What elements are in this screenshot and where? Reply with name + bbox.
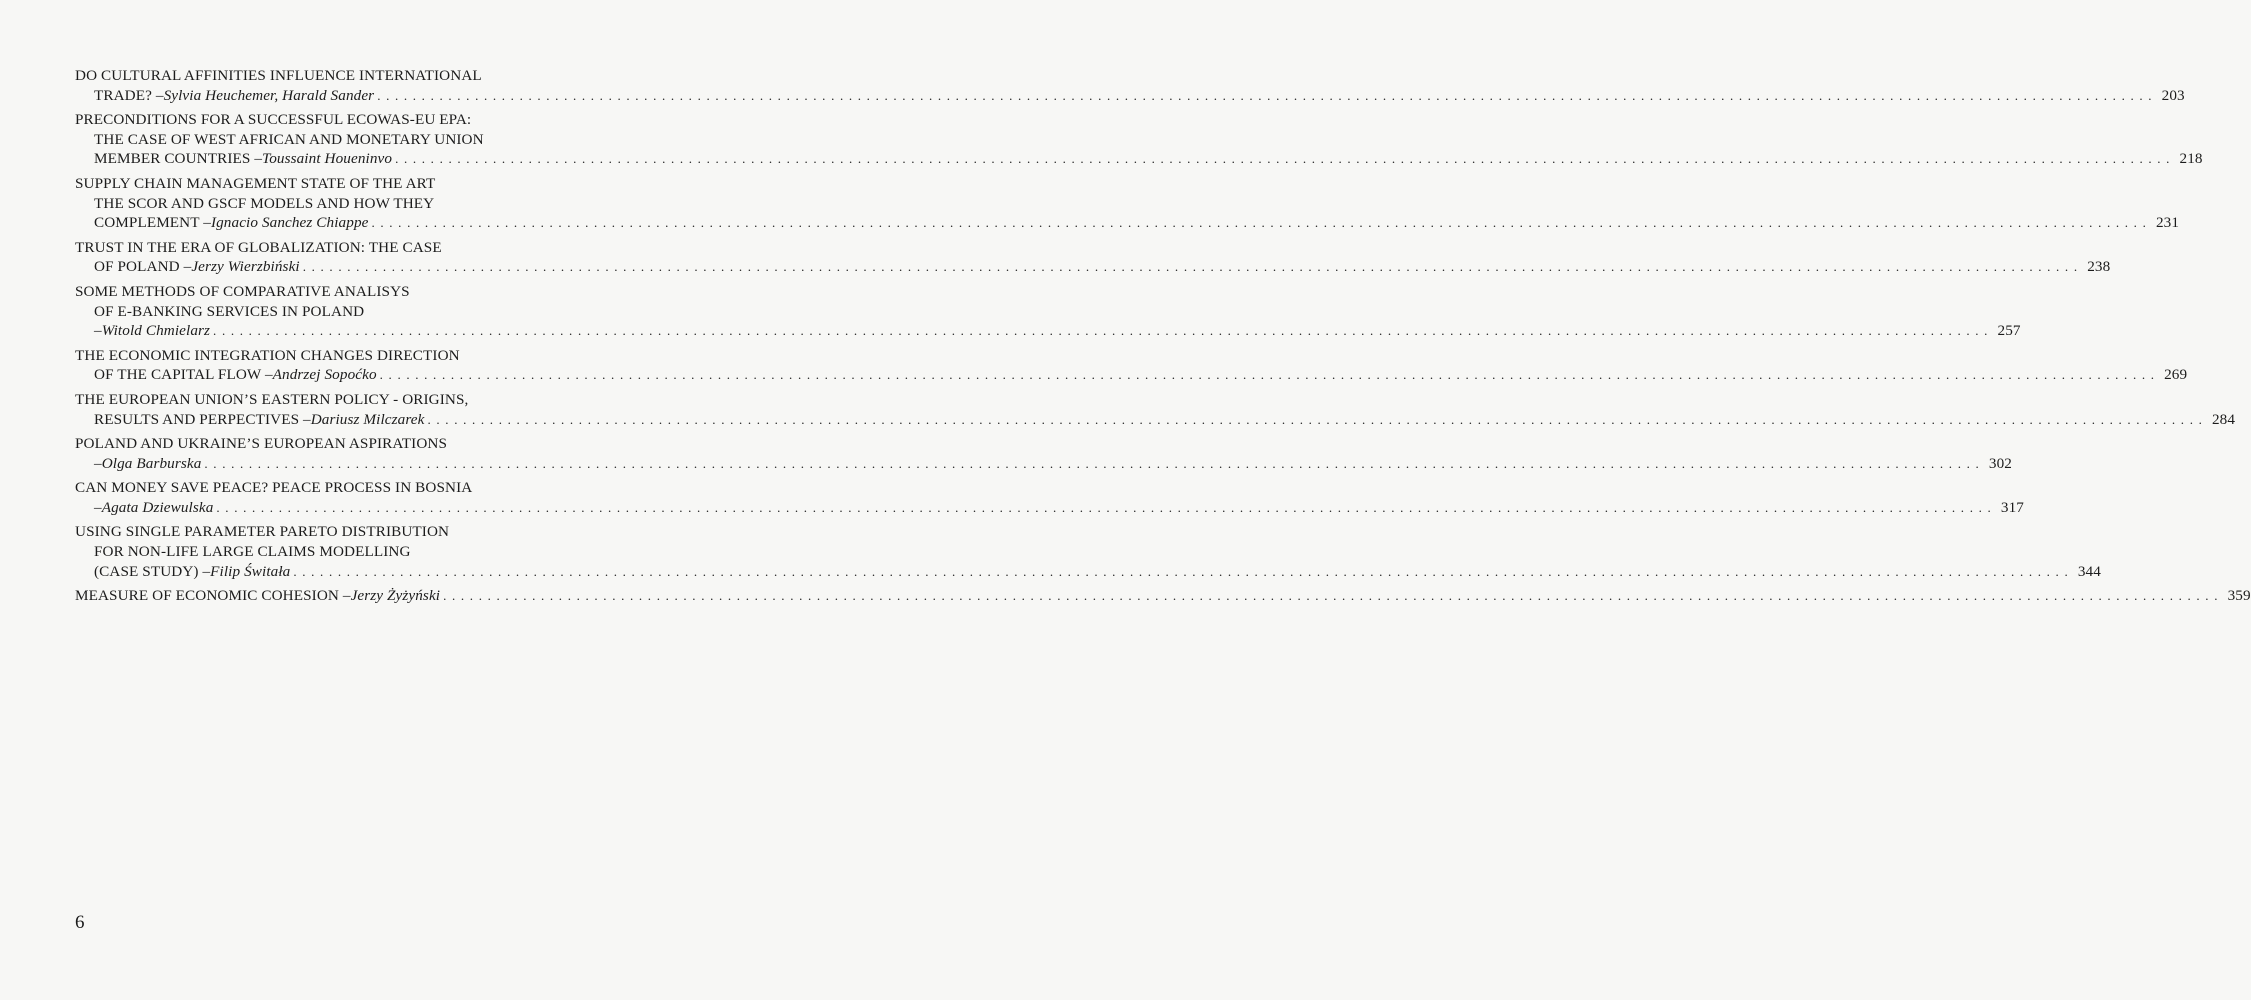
toc-entry xyxy=(75,586,2251,606)
toc-entry-author: Witold Chmielarz xyxy=(101,322,211,340)
toc-entry-author: Agata Dziewulska xyxy=(101,498,214,516)
toc-entry-title-line: TRUST IN THE ERA OF GLOBALIZATION: THE CASE xyxy=(75,238,442,256)
toc-entry-title-line: CAN MONEY SAVE PEACE? PEACE PROCESS IN BOSNIA xyxy=(75,479,473,497)
toc-entry-title-end: OF THE CAPITAL FLOW – xyxy=(94,366,273,384)
toc-entry-title-line: SUPPLY CHAIN MANAGEMENT STATE OF THE ART xyxy=(75,174,436,192)
toc-entry-page-number: 231 xyxy=(2155,214,2180,232)
toc-entry xyxy=(75,238,2111,277)
toc-entry-final-line xyxy=(75,454,2012,474)
toc-entry-final-line xyxy=(75,365,2188,385)
toc-entry xyxy=(75,174,2180,233)
toc-entry-title-line: THE CASE OF WEST AFRICAN AND MONETARY UNION xyxy=(94,130,484,148)
toc-entry-final-line xyxy=(75,321,2021,341)
toc-entry xyxy=(75,110,2203,169)
toc-entry-final-line xyxy=(75,586,2251,606)
toc-entry-page-number: 203 xyxy=(2161,86,2185,104)
dot-leader: . . . . . . . . . . . . . . . . . . . . . . . . . . . . . . . . . . . . . . . . . . . . . . . . . . . . . . . . . . . . . . . . . . . . . . . . . . . . . . . . . . . . . . . . . . . . . . . . . . . . . . . . . . . . . . . . . . . . . . . . . . . . . . . . . . . . . . . . . . . . . . . . . . . . . . . . . . . . . . . . . . . . . . . . . . . . . . . . . . . . . . . . . . . . . . . . . . . . . . . . xyxy=(302,259,2079,275)
toc-entry-page-number: 269 xyxy=(2164,366,2188,384)
toc-entry-final-line xyxy=(75,86,2185,106)
toc-entry-title-end: – xyxy=(94,322,102,340)
toc-entry-author: Andrzej Sopoćko xyxy=(272,366,377,384)
toc-entry-title-end: MEASURE OF ECONOMIC COHESION – xyxy=(75,587,351,605)
toc-entry-page-number: 302 xyxy=(1988,454,2012,472)
toc-entry-title-line: DO CULTURAL AFFINITIES INFLUENCE INTERNATIONAL xyxy=(75,67,482,84)
toc-entry-final-line xyxy=(75,149,2203,169)
toc-entry-title-end: – xyxy=(94,454,102,472)
dot-leader: . . . . . . . . . . . . . . . . . . . . . . . . . . . . . . . . . . . . . . . . . . . . . . . . . . . . . . . . . . . . . . . . . . . . . . . . . . . . . . . . . . . . . . . . . . . . . . . . . . . . . . . . . . . . . . . . . . . . . . . . . . . . . . . . . . . . . . . . . . . . . . . . . . . . . . . . . . . . . . . . . . . . . . . . . . . . . . . . . . . . . . . . . . . . . . . . . . . . . . . . xyxy=(213,323,1989,339)
toc-entry xyxy=(75,478,2024,517)
toc-entry-title-end: OF POLAND – xyxy=(94,258,192,276)
toc-entry-title-line: USING SINGLE PARAMETER PARETO DISTRIBUTION xyxy=(75,523,450,541)
toc-entry xyxy=(75,66,2185,105)
dot-leader: . . . . . . . . . . . . . . . . . . . . . . . . . . . . . . . . . . . . . . . . . . . . . . . . . . . . . . . . . . . . . . . . . . . . . . . . . . . . . . . . . . . . . . . . . . . . . . . . . . . . . . . . . . . . . . . . . . . . . . . . . . . . . . . . . . . . . . . . . . . . . . . . . . . . . . . . . . . . . . . . . . . . . . . . . . . . . . . . . . . . . . . . . . . . . . . . . . . . . . . . xyxy=(204,455,1980,471)
toc-entry-page-number: 284 xyxy=(2211,410,2236,428)
toc-entry-page-number: 238 xyxy=(2087,258,2111,276)
toc-entry-title-end: MEMBER COUNTRIES – xyxy=(94,150,263,168)
page-number: 6 xyxy=(75,912,85,933)
toc-entry xyxy=(75,390,2236,429)
toc-entry-author: Jerzy Wierzbiński xyxy=(191,258,300,276)
toc-entry-author: Filip Świtała xyxy=(210,562,291,580)
toc-entry-title-line: FOR NON-LIFE LARGE CLAIMS MODELLING xyxy=(94,543,411,561)
toc-entry-author: Dariusz Milczarek xyxy=(310,410,425,428)
toc-entry-page-number: 257 xyxy=(1997,322,2021,340)
toc-entry-final-line xyxy=(75,213,2180,233)
dot-leader: . . . . . . . . . . . . . . . . . . . . . . . . . . . . . . . . . . . . . . . . . . . . . . . . . . . . . . . . . . . . . . . . . . . . . . . . . . . . . . . . . . . . . . . . . . . . . . . . . . . . . . . . . . . . . . . . . . . . . . . . . . . . . . . . . . . . . . . . . . . . . . . . . . . . . . . . . . . . . . . . . . . . . . . . . . . . . . . . . . . . . . . . . . . . . . . . . . . . . . . . xyxy=(377,87,2153,103)
toc-entry-page-number: 317 xyxy=(2000,498,2024,516)
toc-entry-title-end: (CASE STUDY) – xyxy=(94,562,211,580)
toc-entry-title-end: RESULTS AND PERPECTIVES – xyxy=(94,410,311,428)
toc-entry xyxy=(75,434,2012,473)
toc-entry-title-line: THE EUROPEAN UNION’S EASTERN POLICY - ORIGINS, xyxy=(75,390,469,408)
toc-entry-final-line xyxy=(75,562,2101,582)
toc-entry-title-line: POLAND AND UKRAINE’S EUROPEAN ASPIRATIONS xyxy=(75,435,448,453)
toc-entry-final-line xyxy=(75,257,2111,277)
toc-entry xyxy=(75,522,2101,581)
dot-leader: . . . . . . . . . . . . . . . . . . . . . . . . . . . . . . . . . . . . . . . . . . . . . . . . . . . . . . . . . . . . . . . . . . . . . . . . . . . . . . . . . . . . . . . . . . . . . . . . . . . . . . . . . . . . . . . . . . . . . . . . . . . . . . . . . . . . . . . . . . . . . . . . . . . . . . . . . . . . . . . . . . . . . . . . . . . . . . . . . . . . . . . . . . . . . . . . . . . . . . . . xyxy=(443,588,2219,604)
dot-leader: . . . . . . . . . . . . . . . . . . . . . . . . . . . . . . . . . . . . . . . . . . . . . . . . . . . . . . . . . . . . . . . . . . . . . . . . . . . . . . . . . . . . . . . . . . . . . . . . . . . . . . . . . . . . . . . . . . . . . . . . . . . . . . . . . . . . . . . . . . . . . . . . . . . . . . . . . . . . . . . . . . . . . . . . . . . . . . . . . . . . . . . . . . . . . . . . . . . . . . . . xyxy=(395,151,2171,167)
toc-entry-title-line: SOME METHODS OF COMPARATIVE ANALISYS xyxy=(75,282,410,300)
toc-entry-final-line xyxy=(75,498,2024,518)
dot-leader: . . . . . . . . . . . . . . . . . . . . . . . . . . . . . . . . . . . . . . . . . . . . . . . . . . . . . . . . . . . . . . . . . . . . . . . . . . . . . . . . . . . . . . . . . . . . . . . . . . . . . . . . . . . . . . . . . . . . . . . . . . . . . . . . . . . . . . . . . . . . . . . . . . . . . . . . . . . . . . . . . . . . . . . . . . . . . . . . . . . . . . . . . . . . . . . . . . . . . . . . xyxy=(293,563,2069,579)
toc-entry-title-line: THE ECONOMIC INTEGRATION CHANGES DIRECTION xyxy=(75,346,460,364)
toc-entry-author: Sylvia Heuchemer, Harald Sander xyxy=(163,86,375,104)
toc-entry-title-end: – xyxy=(94,498,102,516)
table-of-contents xyxy=(75,66,2251,611)
dot-leader: . . . . . . . . . . . . . . . . . . . . . . . . . . . . . . . . . . . . . . . . . . . . . . . . . . . . . . . . . . . . . . . . . . . . . . . . . . . . . . . . . . . . . . . . . . . . . . . . . . . . . . . . . . . . . . . . . . . . . . . . . . . . . . . . . . . . . . . . . . . . . . . . . . . . . . . . . . . . . . . . . . . . . . . . . . . . . . . . . . . . . . . . . . . . . . . . . . . . . . . . xyxy=(379,367,2156,383)
toc-entry xyxy=(75,346,2188,385)
toc-entry-author: Toussaint Houeninvo xyxy=(262,150,393,168)
toc-entry-page-number: 359 xyxy=(2227,587,2251,605)
toc-entry-page-number: 344 xyxy=(2077,562,2101,580)
toc-entry-author: Jerzy Żyżyński xyxy=(350,587,441,605)
toc-entry-title-end: TRADE? – xyxy=(94,86,164,104)
toc-entry xyxy=(75,282,2021,341)
toc-entry-page-number: 218 xyxy=(2179,150,2203,168)
toc-entry-title-line: OF E-BANKING SERVICES IN POLAND xyxy=(94,302,365,320)
toc-entry-title-line: THE SCOR AND GSCF MODELS AND HOW THEY xyxy=(94,194,435,212)
toc-entry-title-line: PRECONDITIONS FOR A SUCCESSFUL ECOWAS-EU EPA: xyxy=(75,111,472,129)
dot-leader: . . . . . . . . . . . . . . . . . . . . . . . . . . . . . . . . . . . . . . . . . . . . . . . . . . . . . . . . . . . . . . . . . . . . . . . . . . . . . . . . . . . . . . . . . . . . . . . . . . . . . . . . . . . . . . . . . . . . . . . . . . . . . . . . . . . . . . . . . . . . . . . . . . . . . . . . . . . . . . . . . . . . . . . . . . . . . . . . . . . . . . . . . . . . . . . . . . . . . . . . xyxy=(216,499,1992,515)
toc-entry-author: Olga Barburska xyxy=(101,454,202,472)
toc-entry-final-line xyxy=(75,410,2236,430)
dot-leader: . . . . . . . . . . . . . . . . . . . . . . . . . . . . . . . . . . . . . . . . . . . . . . . . . . . . . . . . . . . . . . . . . . . . . . . . . . . . . . . . . . . . . . . . . . . . . . . . . . . . . . . . . . . . . . . . . . . . . . . . . . . . . . . . . . . . . . . . . . . . . . . . . . . . . . . . . . . . . . . . . . . . . . . . . . . . . . . . . . . . . . . . . . . . . . . . . . . . . . . . xyxy=(427,411,2204,427)
dot-leader: . . . . . . . . . . . . . . . . . . . . . . . . . . . . . . . . . . . . . . . . . . . . . . . . . . . . . . . . . . . . . . . . . . . . . . . . . . . . . . . . . . . . . . . . . . . . . . . . . . . . . . . . . . . . . . . . . . . . . . . . . . . . . . . . . . . . . . . . . . . . . . . . . . . . . . . . . . . . . . . . . . . . . . . . . . . . . . . . . . . . . . . . . . . . . . . . . . . . . . . . xyxy=(371,215,2148,231)
toc-entry-author: Ignacio Sanchez Chiappe xyxy=(210,214,369,232)
toc-entry-title-end: COMPLEMENT – xyxy=(94,214,211,232)
